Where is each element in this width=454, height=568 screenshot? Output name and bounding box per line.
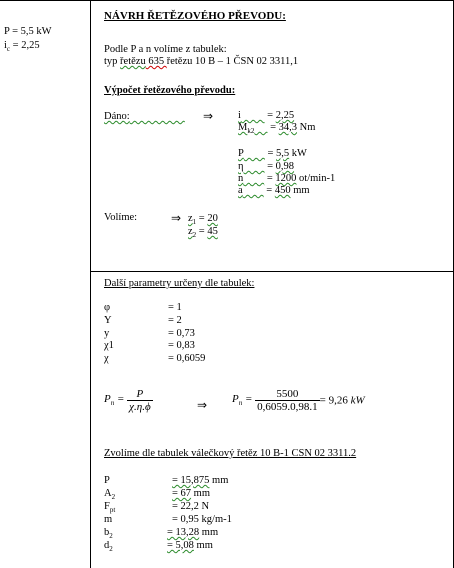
chain-diameter-value: = 5,08 mm — [167, 540, 213, 551]
arrow-icon-2: ⇒ — [171, 211, 182, 225]
given-distance: a = 450 mm — [238, 185, 310, 196]
dano-label: Dáno: — [104, 111, 130, 122]
param-phi: φ — [104, 302, 111, 313]
chain-force: $F_{pt}$ — [104, 501, 116, 515]
chain-area: $A_2$ — [104, 488, 116, 502]
formula-numeric: $P_n$ = $\frac{5500}{0,6059.0,98.1}$ = 9,26 kW — [232, 388, 365, 413]
param-chi: χ — [104, 353, 109, 364]
given-i: i = 2,25 — [238, 110, 295, 121]
left-ratio: $i_c = 2,25$ — [4, 40, 40, 54]
chain-pitch: P — [104, 475, 110, 486]
chain-diameter: $d_2$ — [104, 540, 113, 554]
param-Y-value: = 2 — [168, 315, 182, 326]
teeth-z1: $z_1 = 20$ — [188, 213, 218, 227]
arrow-icon-3: ⇒ — [197, 398, 208, 412]
given-power: P = 5,5 kW — [238, 148, 307, 159]
table-top-border — [0, 0, 454, 1]
chain-force-value: = 22,2 N — [172, 501, 210, 512]
chain-width-value: = 13,28 mm — [167, 527, 219, 538]
teeth-z2: $z_2 = 45$ — [188, 226, 218, 240]
calc-title: Výpočet řetězového převodu: — [104, 85, 236, 96]
param-chi1: χ1 — [104, 340, 114, 351]
left-power: P = 5,5 kW — [4, 26, 52, 37]
intro-line-2: typ řetězu 635 řetězu 10 B – 1 ČSN 02 3311,1 — [104, 56, 299, 67]
chain-title: Zvolíme dle tabulek válečkový řetěz 10 B-1 CSN 02 3311.2 — [104, 448, 357, 459]
given-efficiency: η = 0,98 — [238, 161, 295, 172]
formula-general: $P_n$ = $\frac{P}{\chi.\eta.\phi}$ — [104, 388, 151, 413]
param-phi-value: = 1 — [168, 302, 182, 313]
chain-mass: m — [104, 514, 113, 525]
given-torque: $M_{k2}$ = 34,3 Nm — [238, 122, 316, 136]
param-chi-value: = 0,6059 — [168, 353, 206, 364]
param-chi1-value: = 0,83 — [168, 340, 195, 351]
given-speed: n = 1200 ot/min-1 — [238, 173, 336, 184]
chain-pitch-value: = 15,875 mm — [172, 475, 229, 486]
row-divider — [90, 271, 454, 272]
param-y: y — [104, 328, 110, 339]
column-divider — [90, 0, 91, 568]
chain-mass-value: = 0,95 kg/m-1 — [172, 514, 232, 525]
arrow-icon: ⇒ — [203, 109, 214, 123]
params-title: Další parametry určeny dle tabulek: — [104, 278, 255, 289]
volime-label: Volíme: — [104, 212, 138, 223]
intro-line-1: Podle P a n volíme z tabulek: — [104, 44, 227, 55]
chain-width: $b_2$ — [104, 527, 113, 541]
param-y-value: = 0,73 — [168, 328, 195, 339]
chain-area-value: = 67 mm — [172, 488, 211, 499]
page-title: NÁVRH ŘETĚZOVÉHO PŘEVODU: — [104, 10, 286, 22]
param-Y: Y — [104, 315, 112, 326]
